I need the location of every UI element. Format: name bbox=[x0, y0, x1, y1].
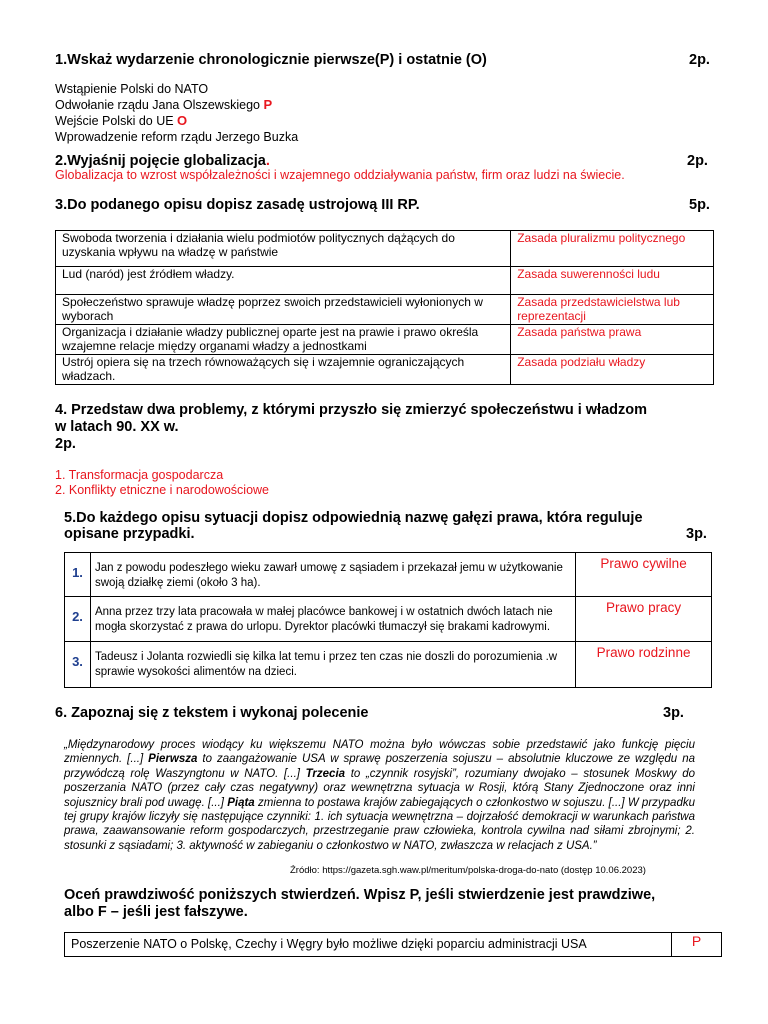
q1-item: Odwołanie rządu Jana Olszewskiego P bbox=[55, 97, 273, 112]
table-row bbox=[65, 933, 722, 957]
q5-answer: Prawo pracy bbox=[576, 597, 712, 642]
q5-title-line2: opisane przypadki. bbox=[64, 526, 195, 542]
q3-answer: Zasada pluralizmu politycznego bbox=[511, 231, 714, 267]
q5-answer: Prawo cywilne bbox=[576, 553, 712, 597]
table-row bbox=[56, 267, 714, 295]
q6-quote: „Międzynarodowy proces wiodący ku większemu NATO można było wówczas sobie przedstawić jako funkcję pięciu zmiennych. [...] Pierwsza to zaangażowanie USA w sprawę poszerzenia sojuszu – absolutnie kluczowe ze względu na przywódczą rolę Waszyngtonu w NATO. [...] Trzecia to „czynnik rosyjski”, rozumiany dwojako – stosunek Moskwy do poszerzania NATO (przez cały czas negatywny) oraz wewnętrzna sytuacja w Rosji, którą Stany Zjednoczone oraz inni sojusznicy brali pod uwagę. [...] Piąta zmienna to postawa krajów zabiegających o członkostwo w sojuszu. [...] W przypadku tej grupy krajów liczyły się następujące czynniki: 1. ich sytuacja wewnętrzna – dojrzałość demokracji w warunkach państwa prawa, zaawansowanie reform gospodarczych, przestrzeganie praw człowieka, kontrola cywilna nad siłami zbrojnymi; 2. stosunki z sąsiadami; 3. aktywność w zabieganiu o członkostwo w NATO, zwłaszcza w relacjach z USA.” bbox=[64, 739, 695, 852]
q3-desc: Ustrój opiera się na trzech równoważących się i wzajemnie ograniczających władzach. bbox=[56, 355, 511, 385]
q1-item: Wejście Polski do UE O bbox=[55, 113, 188, 128]
q3-answer: Zasada podziału władzy bbox=[511, 355, 714, 385]
q5-answer: Prawo rodzinne bbox=[576, 642, 712, 688]
q5-number: 1. bbox=[65, 553, 91, 597]
q1-title: 1.Wskaż wydarzenie chronologicznie pierwsze(P) i ostatnie (O) bbox=[55, 52, 487, 68]
q5-desc bbox=[90, 597, 575, 642]
q5-number: 2. bbox=[65, 597, 91, 642]
q6-instruction-line2: albo F – jeśli jest fałszywe. bbox=[64, 904, 248, 920]
q6-statement-answer: P bbox=[672, 933, 722, 957]
q5-desc: Jan z powodu podeszłego wieku zawarł umowę z sąsiadem i przekazał jemu w użytkowanie swoją działkę ziemi (około 3 ha). bbox=[90, 553, 575, 597]
q6-statement: Poszerzenie NATO o Polskę, Czechy i Węgry było możliwe dzięki poparciu administracji USA bbox=[65, 933, 672, 957]
q3-answer: Zasada przedstawicielstwa lub reprezentacji bbox=[511, 295, 714, 325]
q5-number: 3. bbox=[65, 642, 91, 688]
q3-desc: Swoboda tworzenia i działania wielu podmiotów politycznych dążących do uzyskania wpływu na władzę w państwie bbox=[56, 231, 511, 267]
q4-title-line1: 4. Przedstaw dwa problemy, z którymi przyszło się zmierzyć społeczeństwu i władzom bbox=[55, 402, 647, 418]
q3-answer: Zasada suwerenności ludu bbox=[511, 267, 714, 295]
table-row bbox=[56, 355, 714, 385]
q5-desc: Tadeusz i Jolanta rozwiedli się kilka lat temu i przez ten czas nie doszli do porozumienia .w sprawie wysokości alimentów na dzieci. bbox=[90, 642, 575, 688]
table-row bbox=[56, 295, 714, 325]
q4-points: 2p. bbox=[55, 436, 76, 452]
q3-desc: Organizacja i działanie władzy publicznej oparte jest na prawie i prawo określa wzajemne relacje między organami władzy a jednostkami bbox=[56, 325, 511, 355]
q3-table bbox=[55, 230, 714, 385]
q3-points: 5p. bbox=[689, 197, 710, 213]
q4-answer: 1. Transformacja gospodarcza bbox=[55, 468, 224, 482]
q1-points: 2p. bbox=[689, 52, 710, 68]
q2-title: 2.Wyjaśnij pojęcie globalizacja. bbox=[55, 153, 270, 169]
table-row bbox=[56, 231, 714, 267]
q5-title-line1: 5.Do każdego opisu sytuacji dopisz odpowiednią nazwę gałęzi prawa, która reguluje bbox=[64, 510, 643, 526]
q6-statements-table bbox=[64, 932, 722, 957]
q6-instruction-line1: Oceń prawdziwość poniższych stwierdzeń. Wpisz P, jeśli stwierdzenie jest prawdziwe, bbox=[64, 887, 656, 903]
q6-title: 6. Zapoznaj się z tekstem i wykonaj polecenie bbox=[55, 705, 369, 721]
q3-title: 3.Do podanego opisu dopisz zasadę ustrojową III RP. bbox=[55, 197, 420, 213]
q3-desc: Społeczeństwo sprawuje władzę poprzez swoich przedstawicieli wyłonionych w wyborach bbox=[56, 295, 511, 325]
q5-table bbox=[64, 552, 712, 688]
q5-desc-text: Anna przez trzy lata pracowała w małej placówce bankowej i w ostatnich dwóch latach nie mogła skorzystać z prawa do urlopu. Dyrektor placówki tłumaczył się brakami kadrowymi. bbox=[94, 606, 553, 633]
q5-points: 3p. bbox=[686, 526, 707, 542]
q3-answer: Zasada państwa prawa bbox=[511, 325, 714, 355]
q1-list bbox=[55, 81, 298, 145]
q4-answer: 2. Konflikty etniczne i narodowościowe bbox=[55, 483, 270, 497]
q3-desc: Lud (naród) jest źródłem władzy. bbox=[56, 267, 511, 295]
table-row bbox=[65, 642, 712, 688]
table-row bbox=[65, 553, 712, 597]
q2-points: 2p. bbox=[687, 153, 708, 169]
q6-source: Źródło: https://gazeta.sgh.waw.pl/meritum/polska-droga-do-nato (dostęp 10.06.2023) bbox=[290, 865, 646, 876]
table-row bbox=[56, 325, 714, 355]
q2-answer: Globalizacja to wzrost współzależności i wzajemnego oddziaływania państw, firm oraz ludzi na świecie. bbox=[55, 168, 625, 182]
table-row bbox=[65, 597, 712, 642]
q1-item: Wstąpienie Polski do NATO bbox=[55, 82, 209, 96]
q1-item: Wprowadzenie reform rządu Jerzego Buzka bbox=[55, 130, 299, 144]
q6-points: 3p. bbox=[663, 705, 684, 721]
q4-title-line2: w latach 90. XX w. bbox=[55, 419, 179, 435]
